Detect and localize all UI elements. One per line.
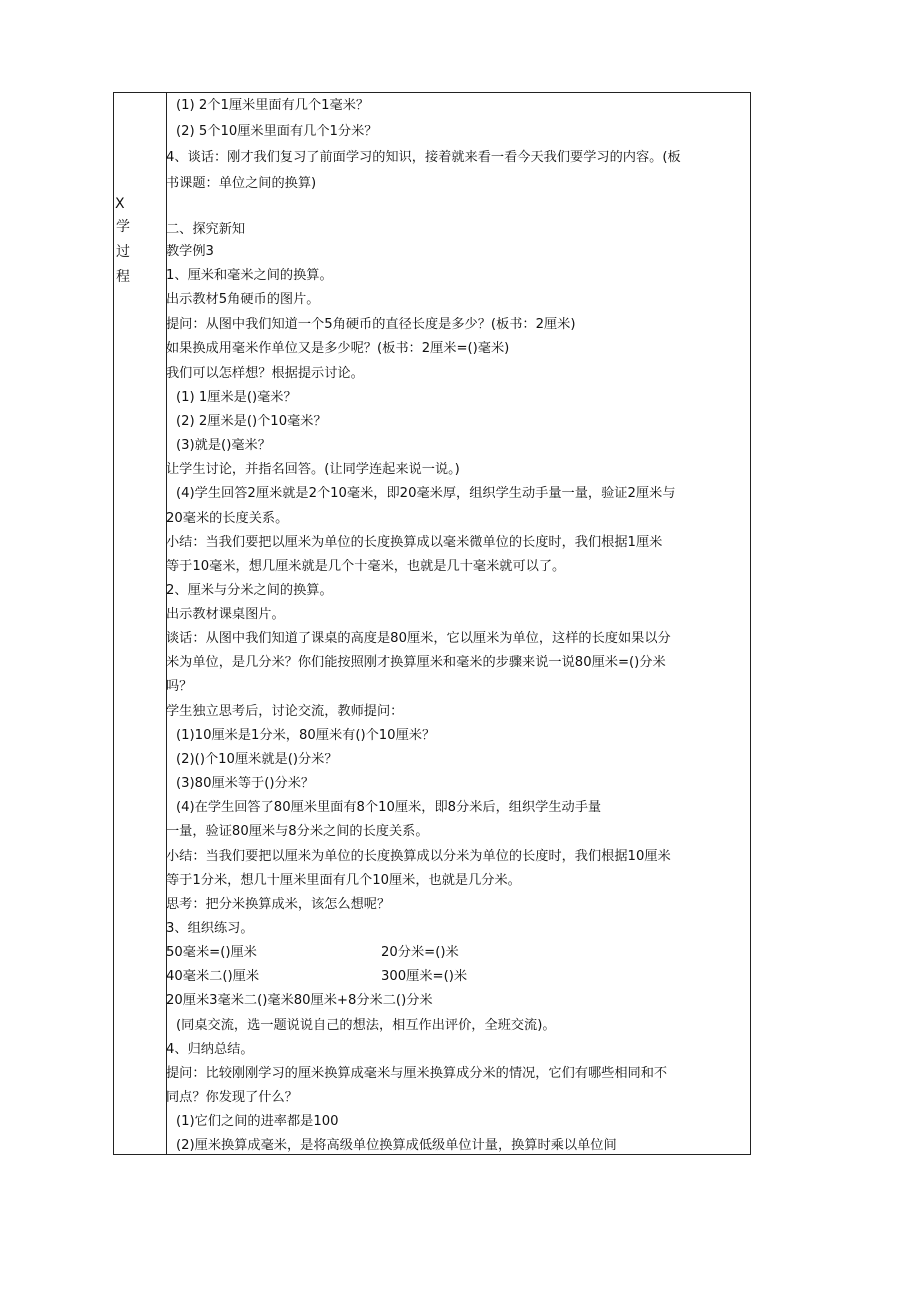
section-label-char: 学 [116, 219, 130, 235]
exercise-item: 50毫米=()厘米 [166, 945, 257, 960]
text-line: 20毫米的长度关系。 [166, 511, 289, 526]
text-line: 1、厘米和毫米之间的换算。 [166, 268, 333, 283]
section-marker: X [115, 196, 125, 212]
text-line: (3)就是()毫米？ [176, 438, 271, 453]
section-label-char: 过 [116, 244, 130, 260]
text-line: (同桌交流，选一题说说自己的想法，相互作出评价，全班交流)。 [176, 1018, 556, 1033]
text-line: 小结：当我们要把以厘米为单位的长度换算成以毫米微单位的长度时，我们根据1厘米 [166, 535, 663, 550]
text-line: 小结：当我们要把以厘米为单位的长度换算成以分米为单位的长度时，我们根据10厘米 [166, 849, 671, 864]
section-label-char: 程 [116, 269, 130, 285]
text-line: 出示教材5角硬币的图片。 [166, 292, 320, 307]
text-line: 等于10毫米，想几厘米就是几个十毫米，也就是几十毫米就可以了。 [166, 559, 566, 574]
text-line: (2)厘米换算成毫米，是将高级单位换算成低级单位计量，换算时乘以单位间 [176, 1138, 617, 1153]
text-line: 书课题：单位之间的换算) [166, 176, 317, 191]
text-line: 吗？ [166, 679, 193, 694]
text-line: (4)学生回答2厘米就是2个10毫米，即20毫米厚，组织学生动手量一量，验证2厘米与 [176, 486, 676, 501]
text-line: 教学例3 [166, 244, 214, 259]
text-line: (1)10厘米是1分米，80厘米有()个10厘米？ [176, 728, 436, 743]
text-line: (2)()个10厘米就是()分米？ [176, 752, 338, 767]
text-line: 学生独立思考后，讨论交流，教师提问： [166, 704, 404, 719]
text-line: (1) 1厘米是()毫米？ [176, 390, 297, 405]
text-line: (1) 2个1厘米里面有几个1毫米？ [176, 98, 370, 113]
exercise-item: 20厘米3毫米二()毫米80厘米+8分米二()分米 [166, 993, 433, 1008]
exercise-item: 300厘米=()米 [381, 969, 468, 984]
text-line: 提问：从图中我们知道一个5角硬币的直径长度是多少？(板书：2厘米) [166, 317, 576, 332]
text-line: (4)在学生回答了80厘米里面有8个10厘米，即8分米后，组织学生动手量 [176, 800, 602, 815]
section-heading: 二、探究新知 [166, 222, 246, 237]
text-line: (1)它们之间的进率都是100 [176, 1114, 339, 1129]
text-line: 思考：把分米换算成米，该怎么想呢？ [166, 897, 391, 912]
exercise-item: 20分米=()米 [381, 945, 459, 960]
text-line: (2) 5个10厘米里面有几个1分米？ [176, 124, 378, 139]
text-line: 等于1分米，想几十厘米里面有几个10厘米，也就是几分米。 [166, 873, 521, 888]
text-line: 4、谈话：刚才我们复习了前面学习的知识，接着就来看一看今天我们要学习的内容。(板 [166, 150, 681, 165]
text-line: 一量，验证80厘米与8分米之间的长度关系。 [166, 824, 429, 839]
text-line: (2) 2厘米是()个10毫米？ [176, 414, 327, 429]
text-line: 让学生讨论，并指名回答。(让同学连起来说一说。) [166, 462, 460, 477]
text-line: 出示教材课桌图片。 [166, 607, 285, 622]
text-line: 3、组织练习。 [166, 921, 254, 936]
text-line: 4、归纳总结。 [166, 1042, 254, 1057]
text-line: (3)80厘米等于()分米？ [176, 776, 315, 791]
text-line: 同点？你发现了什么？ [166, 1090, 298, 1105]
text-line: 我们可以怎样想？根据提示讨论。 [166, 366, 364, 381]
text-line: 2、厘米与分米之间的换算。 [166, 583, 333, 598]
text-line: 米为单位，是几分米？你们能按照刚才换算厘米和毫米的步骤来说一说80厘米=()分米 [166, 655, 666, 670]
text-line: 提问：比较刚刚学习的厘米换算成毫米与厘米换算成分米的情况，它们有哪些相同和不 [166, 1066, 668, 1081]
exercise-item: 40毫米二()厘米 [166, 969, 260, 984]
text-line: 谈话：从图中我们知道了课桌的高度是80厘米，它以厘米为单位，这样的长度如果以分 [166, 631, 671, 646]
text-line: 如果换成用毫米作单位又是多少呢？(板书：2厘米=()毫米) [166, 341, 510, 356]
